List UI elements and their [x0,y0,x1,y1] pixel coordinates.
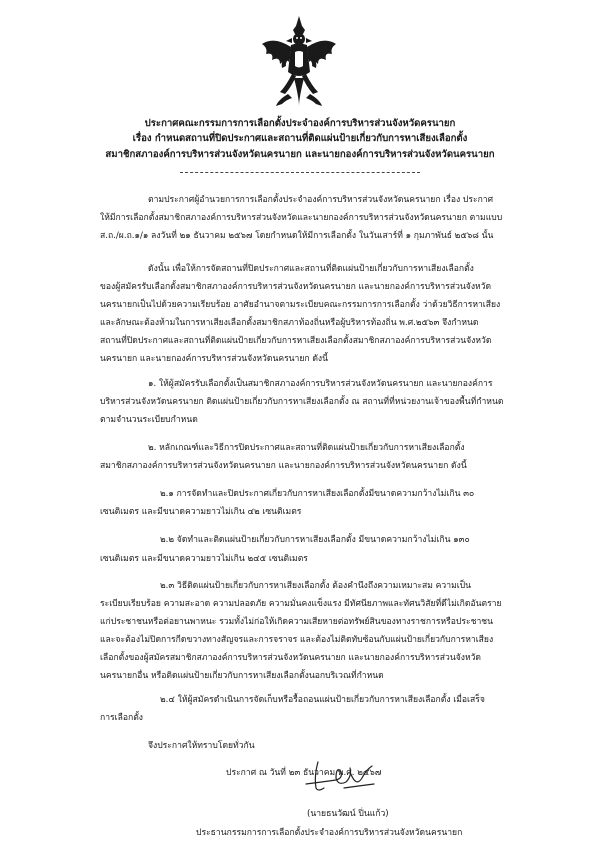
item-2-3-line-3: แก่ประชาชนหรือต่อยานพาหนะ รวมทั้งไม่ก่อให้เกิดความเสียหายต่อทรัพย์สินของทางราชการหรือประชาชน [100,617,493,627]
item-2-3-line-4: และจะต้องไม่ปิดการกีดขวางทางสัญจรและการจราจร และต้องไม่ติดทับซ้อนกับแผ่นป้ายเกี่ยวกับการหาเสียง [100,635,494,645]
heading-line-2: เรื่อง กำหนดสถานที่ปิดประกาศและสถานที่ติดแผ่นป้ายเกี่ยวกับการหาเสียงเลือกตั้ง [132,133,468,144]
paragraph-1-line-3: ส.ถ./ผ.ถ.๑/๑ ลงวันที่ ๒๑ ธันวาคม ๒๕๖๗ โดยกำหนดให้มีการเลือกตั้ง ในวันเสาร์ที่ ๑ กุมภาพันธ์ ๒๕๖๘ นั้น [100,231,494,241]
signer-name: (นายธนวัฒน์ ปิ่นแก้ว) [307,809,389,819]
closing-line: จึงประกาศให้ทราบโดยทั่วกัน [148,741,255,751]
item-1-line-2: บริหารส่วนจังหวัดนครนายก ติดแผ่นป้ายเกี่ยวกับการหาเสียงเลือกตั้ง ณ สถานที่ที่หน่วยงานเจ้าของพื้นที่กำหนด [100,397,504,407]
paragraph-2-line-1: ดังนั้น เพื่อให้การจัดสถานที่ปิดประกาศและสถานที่ติดแผ่นป้ายเกี่ยวกับการหาเสียงเลือกตั้ง [148,264,474,274]
item-2-3-line-5: เลือกตั้งของผู้สมัครสมาชิกสภาองค์การบริหารส่วนจังหวัดนครนายก และนายกองค์การบริหารส่วนจังหวัด [100,653,482,663]
paragraph-2-line-3: นครนายกเป็นไปด้วยความเรียบร้อย อาศัยอำนาจตามระเบียบคณะกรรมการการเลือกตั้ง ว่าด้วยวิธีการหาเสียง [100,300,501,310]
item-2-2-line-1: ๒.๒ จัดทำและติดแผ่นป้ายเกี่ยวกับการหาเสียงเลือกตั้ง มีขนาดความกว้างไม่เกิน ๑๓๐ [160,535,470,545]
signature-icon [300,758,380,796]
item-2-4-line-1: ๒.๔ ให้ผู้สมัครดำเนินการจัดเก็บหรือรื้อถอนแผ่นป้ายเกี่ยวกับการหาเสียงเลือกตั้ง เมื่อเสร็จ [160,695,485,705]
paragraph-2-line-6: นครนายก และนายกองค์การบริหารส่วนจังหวัดนครนายก ดังนี้ [100,354,329,364]
paragraph-2-line-4: และลักษณะต้องห้ามในการหาเสียงเลือกตั้งสมาชิกสภาท้องถิ่นหรือผู้บริหารท้องถิ่น พ.ศ.๒๕๖๓ จึงกำหนด [100,318,479,328]
signer-title: ประธานกรรมการการเลือกตั้งประจำองค์การบริหารส่วนจังหวัดนครนายก [196,828,463,838]
item-2-2-line-2: เซนติเมตร และมีขนาดความยาวไม่เกิน ๒๔๕ เซนติเมตร [100,554,308,564]
paragraph-2-line-2: ของผู้สมัครรับเลือกตั้งสมาชิกสภาองค์การบริหารส่วนจังหวัดนครนายก และนายกองค์การบริหารส่วนจังหวัด [100,282,492,292]
item-2-3-line-2: ระเบียบเรียบร้อย ความสะอาด ความปลอดภัย ความมั่นคงแข็งแรง มีทัศนียภาพและทัศนวิสัยที่ดีไม่เกิดอันตราย [100,599,502,609]
paragraph-1-line-2: ให้มีการเลือกตั้งสมาชิกสภาองค์การบริหารส่วนจังหวัดและนายกองค์การบริหารส่วนจังหวัดนครนายก ตามแบบ [100,213,503,223]
separator-line [180,172,420,173]
paragraph-1-line-1: ตามประกาศผู้อำนวยการการเลือกตั้งประจำองค์การบริหารส่วนจังหวัดนครนายก เรื่อง ประกาศ [148,195,494,205]
item-1-line-1: ๑. ให้ผู้สมัครรับเลือกตั้งเป็นสมาชิกสภาองค์การบริหารส่วนจังหวัดนครนายก และนายกองค์การ [148,379,493,389]
heading-line-3: สมาชิกสภาองค์การบริหารส่วนจังหวัดนครนายก และนายกองค์การบริหารส่วนจังหวัดนครนายก [105,149,495,160]
item-2-1-line-1: ๒.๑ การจัดทำและปิดประกาศเกี่ยวกับการหาเสียงเลือกตั้งมีขนาดความกว้างไม่เกิน ๓๐ [160,489,475,499]
paragraph-2-line-5: สถานที่ปิดประกาศและสถานที่ติดแผ่นป้ายเกี่ยวกับการหาเสียงเลือกตั้งสมาชิกสภาองค์การบริหารส่วนจังหวัด [100,336,492,346]
heading-line-1: ประกาศคณะกรรมการการเลือกตั้งประจำองค์การบริหารส่วนจังหวัดครนายก [144,118,456,129]
item-2-1-line-2: เซนติเมตร และมีขนาดความยาวไม่เกิน ๔๒ เซนติเมตร [100,507,302,517]
item-2-line-2: สมาชิกสภาองค์การบริหารส่วนจังหวัดนครนายก และนายกองค์การบริหารส่วนจังหวัดนครนายก ดังนี้ [100,461,467,471]
item-2-3-line-1: ๒.๓ วิธีติดแผ่นป้ายเกี่ยวกับการหาเสียงเลือกตั้ง ต้องคำนึงถึงความเหมาะสม ความเป็น [160,581,472,591]
item-2-line-1: ๒. หลักเกณฑ์และวิธีการปิดประกาศและสถานที่ติดแผ่นป้ายเกี่ยวกับการหาเสียงเลือกตั้ง [148,443,465,453]
announcement-date: ประกาศ ณ วันที่ ๒๓ ธันวาคม พ.ศ. ๒๕๖๗ [226,768,382,778]
item-2-4-line-2: การเลือกตั้ง [100,713,143,723]
item-1-line-3: ตามจำนวนระเบียบกำหนด [100,415,198,425]
item-2-3-line-6: นครนายกอื่น หรือติดแผ่นป้ายเกี่ยวกับการหาเสียงเลือกตั้งนอกบริเวณที่กำหนด [100,671,384,681]
garuda-emblem-icon [258,14,340,110]
